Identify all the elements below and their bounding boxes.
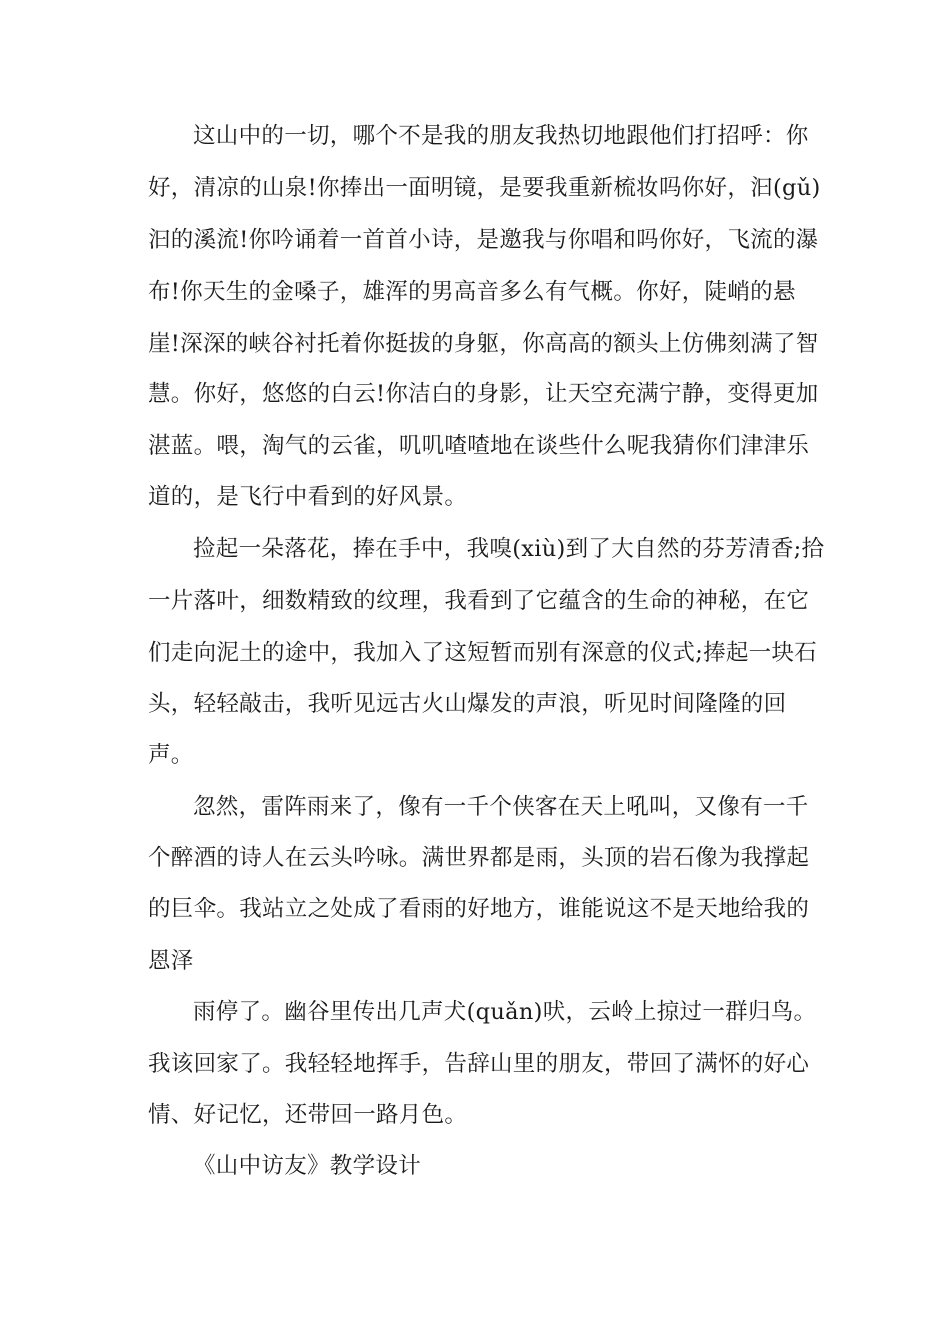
text-line: 情、好记忆，还带回一路月色。 — [148, 1102, 468, 1128]
text-line: 好，清凉的山泉!你捧出一面明镜，是要我重新梳妆吗你好，汩(gǔ) — [148, 175, 821, 201]
text-line: 的巨伞。我站立之处成了看雨的好地方，谁能说这不是天地给我的 — [148, 896, 810, 922]
text-line: 雨停了。幽谷里传出几声犬(quǎn)吠，云岭上掠过一群归鸟。 — [193, 999, 817, 1025]
text-line: 个醉酒的诗人在云头吟咏。满世界都是雨，头顶的岩石像为我撑起 — [148, 845, 810, 871]
text-line: 头，轻轻敲击，我听见远古火山爆发的声浪，听见时间隆隆的回 — [148, 691, 787, 717]
text-line: 恩泽 — [148, 948, 194, 974]
text-line: 湛蓝。喂，淘气的云雀，叽叽喳喳地在谈些什么呢我猜你们津津乐 — [148, 433, 810, 459]
text-line: 汩的溪流!你吟诵着一首首小诗，是邀我与你唱和吗你好，飞流的瀑 — [148, 227, 819, 253]
text-line: 捡起一朵落花，捧在手中，我嗅(xiù)到了大自然的芬芳清香;拾 — [193, 536, 825, 562]
text-line: 慧。你好，悠悠的白云!你洁白的身影，让天空充满宁静，变得更加 — [148, 381, 819, 407]
text-line: 一片落叶，细数精致的纹理，我看到了它蕴含的生命的神秘，在它 — [148, 588, 810, 614]
text-line: 道的，是飞行中看到的好风景。 — [148, 484, 468, 510]
text-line: 布!你天生的金嗓子，雄浑的男高音多么有气概。你好，陡峭的悬 — [148, 279, 796, 305]
text-line: 这山中的一切，哪个不是我的朋友我热切地跟他们打招呼：你 — [193, 123, 809, 149]
text-line: 我该回家了。我轻轻地挥手，告辞山里的朋友，带回了满怀的好心 — [148, 1051, 810, 1077]
text-line: 们走向泥土的途中，我加入了这短暂而别有深意的仪式;捧起一块石 — [148, 640, 818, 666]
section-heading: 《山中访友》教学设计 — [193, 1153, 422, 1179]
text-line: 崖!深深的峡谷衬托着你挺拔的身躯，你高高的额头上仿佛刻满了智 — [148, 331, 819, 357]
text-line: 声。 — [148, 742, 194, 768]
text-line: 忽然，雷阵雨来了，像有一千个侠客在天上吼叫，又像有一千 — [193, 794, 809, 820]
